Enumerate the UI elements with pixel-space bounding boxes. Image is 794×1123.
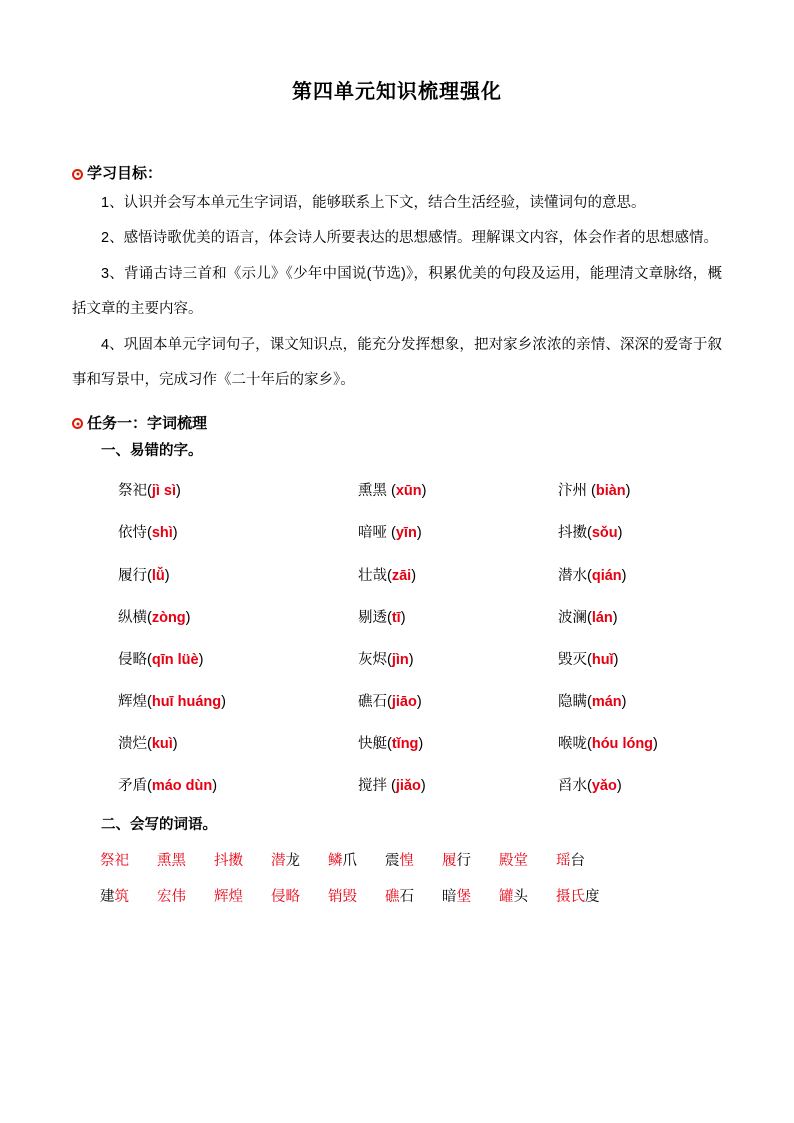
character-word: 纵横 — [118, 609, 147, 626]
pinyin-open-paren: ( — [147, 651, 152, 668]
writable-word — [214, 844, 243, 880]
writable-word-part: 履 — [442, 853, 457, 870]
writable-word-part: 潜 — [271, 853, 286, 870]
character-word: 礁石 — [358, 693, 387, 710]
pinyin-text: kuì — [151, 735, 173, 752]
writable-word-part: 台 — [570, 853, 585, 870]
writable-word-part: 头 — [513, 888, 528, 905]
pinyin-close-paren: ) — [420, 777, 426, 794]
character-pinyin-cell — [118, 639, 358, 681]
writable-word-part: 行 — [456, 853, 471, 870]
writable-word-part: 石 — [399, 888, 414, 905]
objective-item: 1、认识并会写本单元生字词语，能够联系上下文，结合生活经验，读懂词句的意思。 — [101, 194, 646, 211]
writable-word — [442, 880, 471, 916]
table-row — [72, 639, 722, 681]
error-prone-characters-table — [72, 470, 722, 806]
pinyin-open-paren: ( — [587, 525, 592, 542]
pinyin-text: sǒu — [591, 525, 618, 542]
character-pinyin-cell — [118, 723, 358, 765]
objective-item: 2、感悟诗歌优美的语言，体会诗人所要表达的思想感情。理解课文内容，体会作者的思想感情。 — [101, 230, 719, 247]
writable-word-part: 筑 — [114, 888, 129, 905]
pinyin-open-paren: ( — [387, 777, 396, 794]
pinyin-text: biàn — [595, 483, 626, 500]
writable-word — [157, 880, 186, 916]
character-word: 快艇 — [358, 735, 387, 752]
character-word: 抖擞 — [558, 525, 587, 542]
pinyin-close-paren: ) — [221, 693, 226, 710]
pinyin-close-paren: ) — [411, 567, 417, 584]
pinyin-text: huǐ — [591, 651, 614, 668]
pinyin-close-paren: ) — [621, 567, 627, 584]
row-indent — [72, 512, 118, 554]
character-word: 依恃 — [118, 525, 147, 542]
character-pinyin-cell — [558, 597, 722, 639]
pinyin-text: zāi — [391, 567, 412, 584]
writable-word-part: 殿堂 — [499, 853, 528, 870]
pinyin-open-paren: ( — [387, 651, 392, 668]
row-indent — [72, 470, 118, 512]
pinyin-close-paren: ) — [613, 651, 619, 668]
pinyin-open-paren: ( — [387, 525, 396, 542]
writable-word-part: 度 — [585, 888, 600, 905]
learning-objectives-list — [72, 186, 722, 399]
table-row — [72, 470, 722, 512]
pinyin-open-paren: ( — [587, 735, 592, 752]
subsection-one-heading: 一、易错的字。 — [101, 443, 203, 460]
pinyin-close-paren: ) — [172, 735, 178, 752]
character-pinyin-cell — [118, 512, 358, 554]
writable-word-part: 建 — [100, 888, 115, 905]
pinyin-open-paren: ( — [587, 693, 592, 710]
table-row — [72, 597, 722, 639]
row-indent — [72, 723, 118, 765]
writable-word — [499, 844, 528, 880]
character-pinyin-cell — [558, 470, 722, 512]
pinyin-close-paren: ) — [421, 483, 427, 500]
pinyin-close-paren: ) — [617, 525, 623, 542]
objective-item: 4、巩固本单元字词句子，课文知识点，能充分发挥想象，把对家乡浓浓的亲情、深深的爱寄于叙事和写景中，完成习作《二十年后的家乡》。 — [72, 336, 722, 389]
character-word: 壮哉 — [358, 567, 387, 584]
pinyin-text: jì sì — [151, 483, 177, 500]
table-row — [72, 681, 722, 723]
pinyin-text: yǎo — [591, 777, 617, 794]
table-row — [72, 512, 722, 554]
writable-word — [100, 844, 129, 880]
pinyin-open-paren: ( — [147, 483, 152, 500]
character-pinyin-cell — [558, 639, 722, 681]
writable-word — [271, 844, 300, 880]
writable-word-part: 宏伟 — [157, 888, 186, 905]
row-indent — [72, 681, 118, 723]
learning-objectives-heading-label: 学习目标： — [87, 165, 163, 182]
character-word: 履行 — [118, 567, 147, 584]
character-pinyin-cell — [558, 555, 722, 597]
pinyin-text: zòng — [151, 609, 186, 626]
pinyin-open-paren: ( — [147, 609, 152, 626]
pinyin-text: lán — [591, 609, 613, 626]
pinyin-open-paren: ( — [387, 609, 392, 626]
pinyin-open-paren: ( — [387, 735, 392, 752]
pinyin-text: qián — [591, 567, 622, 584]
character-word: 侵略 — [118, 651, 147, 668]
character-word: 潜水 — [558, 567, 587, 584]
writable-word — [556, 880, 600, 916]
pinyin-text: mán — [591, 693, 622, 710]
writable-word-part: 堡 — [456, 888, 471, 905]
pinyin-open-paren: ( — [587, 777, 592, 794]
character-pinyin-cell — [118, 555, 358, 597]
character-word: 隐瞒 — [558, 693, 587, 710]
row-indent — [72, 639, 118, 681]
subsection-two-heading: 二、会写的词语。 — [101, 816, 217, 833]
character-pinyin-cell — [118, 597, 358, 639]
pinyin-text: jìn — [391, 651, 409, 668]
writable-word — [157, 844, 186, 880]
pinyin-open-paren: ( — [387, 483, 396, 500]
pinyin-close-paren: ) — [653, 735, 658, 752]
pinyin-close-paren: ) — [198, 651, 204, 668]
writable-word — [328, 880, 357, 916]
task-one-heading-label: 任务一：字词梳理 — [87, 414, 208, 432]
writable-word-part: 震 — [385, 853, 400, 870]
pinyin-text: xūn — [395, 483, 422, 500]
character-word: 舀水 — [558, 777, 587, 794]
pinyin-text: hóu lóng — [591, 735, 654, 752]
pinyin-close-paren: ) — [621, 693, 627, 710]
row-indent — [72, 765, 118, 807]
page-title: 第四单元知识梳理强化 — [292, 81, 502, 103]
writable-word — [328, 844, 357, 880]
character-pinyin-cell — [358, 597, 558, 639]
table-row — [72, 765, 722, 807]
character-pinyin-cell — [558, 681, 722, 723]
character-word: 喉咙 — [558, 735, 587, 752]
pinyin-text: tǐng — [391, 735, 419, 752]
character-pinyin-cell — [118, 765, 358, 807]
table-row — [72, 723, 722, 765]
writable-word-part: 祭祀 — [100, 853, 129, 870]
character-pinyin-cell — [358, 765, 558, 807]
pinyin-open-paren: ( — [587, 567, 592, 584]
pinyin-open-paren: ( — [147, 567, 152, 584]
character-word: 波澜 — [558, 609, 587, 626]
writable-word-part: 罐 — [499, 888, 514, 905]
pinyin-text: lǚ — [151, 567, 165, 584]
circle-bullet-icon — [72, 169, 83, 180]
pinyin-close-paren: ) — [408, 651, 414, 668]
writable-word-part: 鳞 — [328, 853, 343, 870]
pinyin-open-paren: ( — [147, 777, 152, 794]
character-word: 搅拌 — [358, 777, 387, 794]
character-word: 矛盾 — [118, 777, 147, 794]
writable-word-part: 摄氏 — [556, 888, 585, 905]
writable-words-row — [72, 844, 722, 880]
pinyin-close-paren: ) — [164, 567, 170, 584]
writable-word-part: 爪 — [342, 853, 357, 870]
character-pinyin-cell — [358, 723, 558, 765]
pinyin-text: jiǎo — [395, 777, 421, 794]
pinyin-close-paren: ) — [416, 693, 422, 710]
character-pinyin-cell — [358, 681, 558, 723]
character-word: 辉煌 — [118, 693, 147, 710]
writable-word — [556, 844, 585, 880]
circle-bullet-icon — [72, 418, 83, 429]
pinyin-text: qīn lüè — [151, 651, 199, 668]
pinyin-text: shì — [151, 525, 173, 542]
pinyin-close-paren: ) — [625, 483, 631, 500]
writable-word-part: 销毁 — [328, 888, 357, 905]
pinyin-close-paren: ) — [400, 609, 406, 626]
character-pinyin-cell — [558, 512, 722, 554]
writable-word — [214, 880, 243, 916]
pinyin-text: tī — [391, 609, 401, 626]
writable-words-list — [72, 844, 722, 915]
pinyin-open-paren: ( — [587, 651, 592, 668]
character-pinyin-cell — [118, 470, 358, 512]
character-word: 喑哑 — [358, 525, 387, 542]
writable-word — [442, 844, 471, 880]
writable-word — [271, 880, 300, 916]
pinyin-close-paren: ) — [176, 483, 181, 500]
writable-word-part: 瑶 — [556, 853, 571, 870]
character-pinyin-cell — [118, 681, 358, 723]
character-pinyin-cell — [558, 765, 722, 807]
pinyin-open-paren: ( — [147, 693, 152, 710]
pinyin-close-paren: ) — [418, 735, 424, 752]
pinyin-close-paren: ) — [612, 609, 618, 626]
writable-word-part: 抖擞 — [214, 853, 243, 870]
error-prone-characters-body — [72, 470, 722, 806]
character-word: 熏黑 — [358, 483, 387, 500]
writable-word — [100, 880, 129, 916]
character-word: 溃烂 — [118, 735, 147, 752]
pinyin-text: yīn — [395, 525, 417, 542]
writable-words-row — [72, 880, 722, 916]
character-word: 剔透 — [358, 609, 387, 626]
pinyin-text: jiāo — [391, 693, 417, 710]
row-indent — [72, 597, 118, 639]
character-word: 灰烬 — [358, 651, 387, 668]
character-word: 祭祀 — [118, 483, 147, 500]
writable-word-part: 惶 — [399, 853, 414, 870]
writable-word-part: 熏黑 — [157, 853, 186, 870]
writable-word-part: 龙 — [285, 853, 300, 870]
character-pinyin-cell — [358, 512, 558, 554]
pinyin-text: máo dùn — [151, 777, 213, 794]
writable-word — [385, 844, 414, 880]
pinyin-open-paren: ( — [587, 483, 596, 500]
character-pinyin-cell — [358, 470, 558, 512]
writable-word — [499, 880, 528, 916]
task-one-heading — [72, 413, 722, 436]
pinyin-open-paren: ( — [147, 735, 152, 752]
character-word: 毁灭 — [558, 651, 587, 668]
pinyin-close-paren: ) — [185, 609, 191, 626]
pinyin-open-paren: ( — [387, 567, 392, 584]
pinyin-close-paren: ) — [416, 525, 422, 542]
writable-word — [385, 880, 414, 916]
pinyin-close-paren: ) — [172, 525, 178, 542]
pinyin-close-paren: ) — [616, 777, 622, 794]
writable-word-part: 辉煌 — [214, 888, 243, 905]
writable-word-part: 侵略 — [271, 888, 300, 905]
pinyin-open-paren: ( — [587, 609, 592, 626]
pinyin-text: huī huáng — [151, 693, 222, 710]
character-pinyin-cell — [558, 723, 722, 765]
pinyin-open-paren: ( — [387, 693, 392, 710]
writable-word-part: 礁 — [385, 888, 400, 905]
pinyin-close-paren: ) — [212, 777, 218, 794]
learning-objectives-heading — [72, 163, 722, 186]
row-indent — [72, 555, 118, 597]
objective-item: 3、背诵古诗三首和《示儿》《少年中国说(节选)》，积累优美的句段及运用，能理清文章脉络，概括文章的主要内容。 — [72, 265, 722, 318]
table-row — [72, 555, 722, 597]
character-pinyin-cell — [358, 639, 558, 681]
character-pinyin-cell — [358, 555, 558, 597]
pinyin-open-paren: ( — [147, 525, 152, 542]
character-word: 汴州 — [558, 483, 587, 500]
writable-word-part: 暗 — [442, 888, 457, 905]
